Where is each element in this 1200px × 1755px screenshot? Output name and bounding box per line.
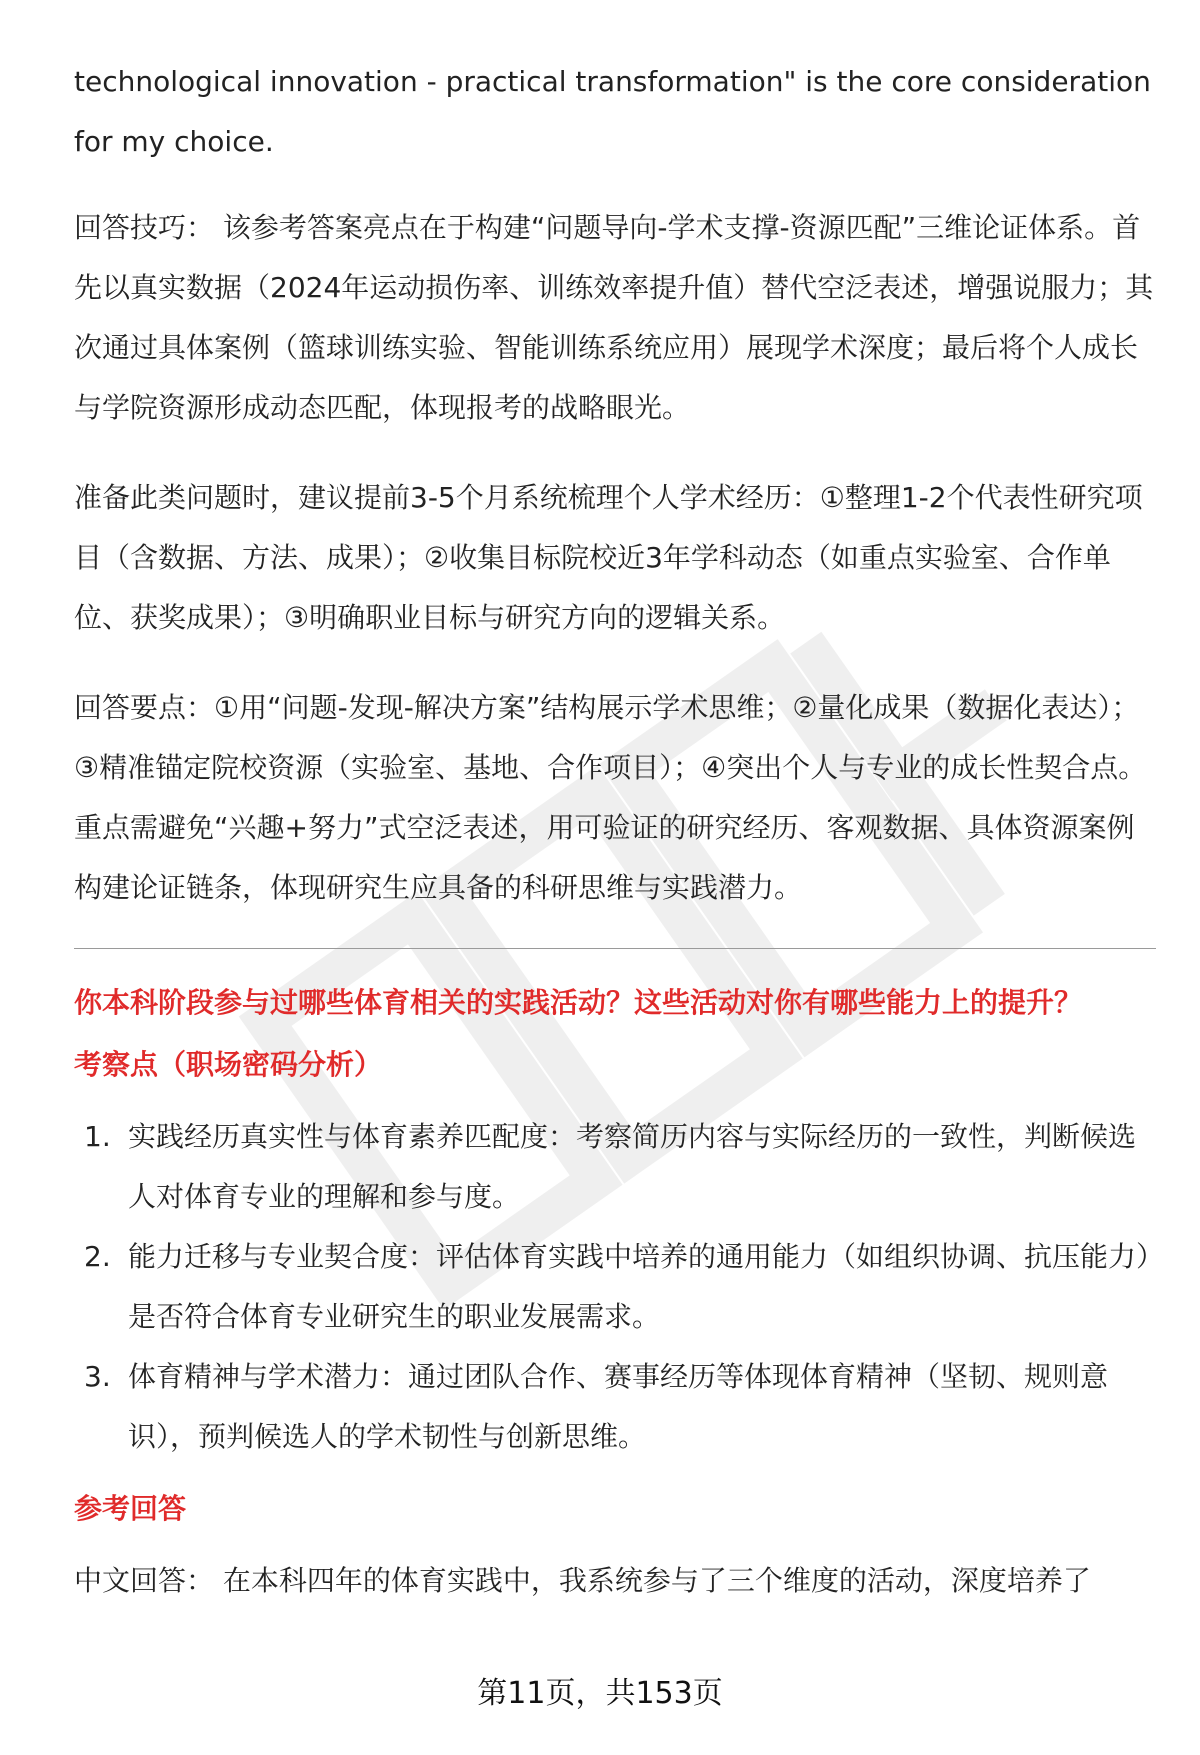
list-item-text: 能力迁移与专业契合度：评估体育实践中培养的通用能力（如组织协调、抗压能力）是否符合体育专业研究生的职业发展需求。	[128, 1240, 1151, 1333]
list-item-text: 实践经历真实性与体育素养匹配度：考察简历内容与实际经历的一致性，判断候选人对体育专业的理解和参与度。	[128, 1120, 1137, 1213]
key-points-paragraph: 回答要点：①用“问题-发现-解决方案”结构展示学术思维；②量化成果（数据化表达）；③精准锚定院校资源（实验室、基地、合作项目）；④突出个人与专业的成长性契合点。重点需避免“兴趣+努力”式空泛表述，用可验证的研究经历、客观数据、具体资源案例构建论证链条，体现研究生应具备的科研思维与实践潜力。	[74, 691, 1147, 904]
english-answer-tail: technological innovation - practical transformation" is the core consideration for my choice.	[74, 65, 1151, 158]
page-number-footer: 第11页，共153页	[477, 1676, 723, 1711]
reference-answer-heading: 参考回答	[74, 1492, 187, 1525]
answer-tip-paragraph: 回答技巧： 该参考答案亮点在于构建“问题导向-学术支撑-资源匹配”三维论证体系。首先以真实数据（2024年运动损伤率、训练效率提升值）替代空泛表述，增强说服力；其次通过具体案例（篮球训练实验、智能训练系统应用）展现学术深度；最后将个人成长与学院资源形成动态匹配，体现报考的战略眼光。	[74, 211, 1154, 424]
list-item	[74, 1347, 1156, 1467]
list-item-number: 2.	[84, 1240, 111, 1273]
list-item	[74, 1227, 1156, 1347]
chinese-answer-start: 中文回答： 在本科四年的体育实践中，我系统参与了三个维度的活动，深度培养了	[74, 1564, 1091, 1597]
preparation-advice-paragraph: 准备此类问题时，建议提前3-5个月系统梳理个人学术经历：①整理1-2个代表性研究项目（含数据、方法、成果）；②收集目标院校近3年学科动态（如重点实验室、合作单位、获奖成果）；③明确职业目标与研究方向的逻辑关系。	[74, 481, 1143, 634]
exam-points-heading: 考察点（职场密码分析）	[74, 1048, 383, 1081]
exam-points-list	[74, 1107, 1156, 1467]
list-item-number: 3.	[84, 1360, 111, 1393]
list-item-text: 体育精神与学术潜力：通过团队合作、赛事经历等体现体育精神（坚韧、规则意识），预判候选人的学术韧性与创新思维。	[128, 1360, 1109, 1453]
question-heading: 你本科阶段参与过哪些体育相关的实践活动？这些活动对你有哪些能力上的提升？	[74, 986, 1083, 1019]
list-item-number: 1.	[84, 1120, 111, 1153]
section-divider	[74, 948, 1156, 949]
document-page	[74, 52, 1156, 1611]
list-item	[74, 1107, 1156, 1227]
